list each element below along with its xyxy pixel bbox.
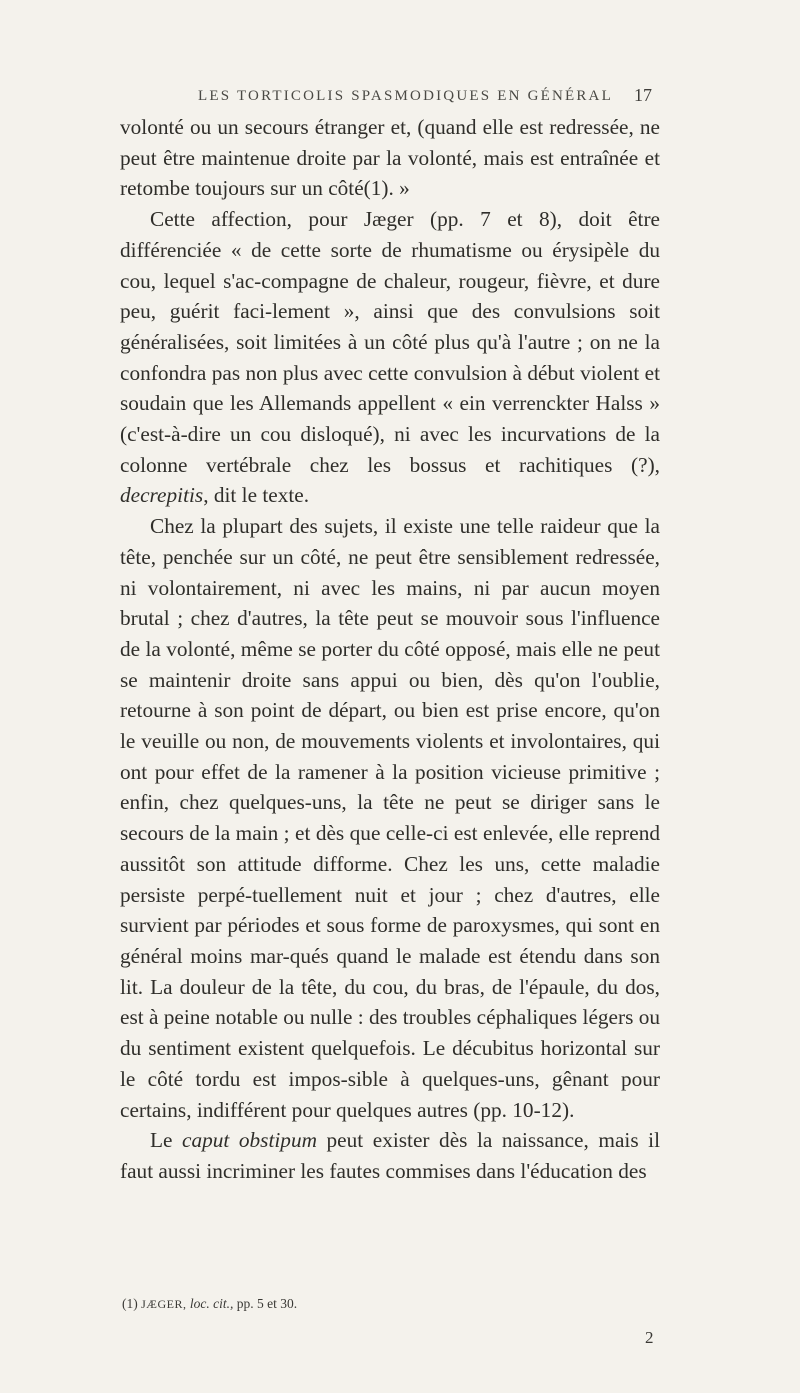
paragraph-text: Le (150, 1128, 173, 1153)
paragraph-symptoms (120, 511, 660, 1125)
paragraph-continuation (120, 112, 660, 204)
footnote-reference: loc. cit., (189, 1296, 234, 1311)
italic-term: caput obstipum (182, 1128, 317, 1153)
paragraph-text: , dit le texte. (203, 483, 310, 508)
body-text (120, 112, 660, 1187)
footnote-marker: (1) (122, 1296, 138, 1311)
paragraph-text: Chez la plupart des sujets, il existe une telle raideur que la tête, penchée sur un côté, ne peut être sensiblement redressée, ni volontairement, ni avec les mains, ni par aucun moyen brutal ; chez d'autres, la tête peut se mouvoir sous l'influence de la volonté, même se porter du côté opposé, mais elle ne peut se maintenir droite sans appui ou bien, dès qu'on l'oublie, retourne à son point de départ, ou bien est prise encore, qu'on le veuille ou non, de mouvements violents et involontaires, qui ont pour effet de la ramener à la position vicieuse primitive ; enfin, chez quelques-uns, la tête ne peut se diriger sans le secours de la main ; et dès que celle-ci est enlevée, elle reprend aussitôt son attitude difforme. Chez les uns, cette maladie persiste perpé-tuellement nuit et jour ; chez d'autres, elle survient par périodes et sous forme de paroxysmes, qui sont en général moins mar-qués quand le malade est étendu dans son lit. La douleur de la tête, du cou, du bras, de l'épaule, du dos, est à peine notable ou nulle : des troubles céphaliques légers ou du sentiment existent quelquefois. Le décubitus horizontal sur le côté tordu est impos-sible à quelques-uns, gênant pour certains, indifférent pour quelques autres (pp. 10-12). (120, 514, 660, 1122)
paragraph-text: peut exister dès la naissance, mais il faut aussi incriminer les fautes commises dans l'éducation des (120, 1128, 660, 1183)
paragraph-text: Cette affection, pour Jæger (pp. 7 et 8), doit être différenciée « de cette sorte de rhumatisme ou érysipèle du cou, lequel s'ac-compagne de chaleur, rougeur, fièvre, et dure peu, guérit faci-lement », ainsi que des convulsions soit généralisées, soit limitées à un côté plus qu'à l'autre ; on ne la confondra pas non plus avec cette convulsion à début violent et soudain que les Allemands appellent « ein verrenckter Halss » (c'est-à-dire un cou disloqué), ni avec les incurvations de la colonne vertébrale chez les bossus et rachitiques (?), (120, 207, 660, 477)
paragraph-jaeger-differentiation (120, 204, 660, 511)
signature-mark: 2 (645, 1328, 654, 1347)
footnote (122, 1296, 662, 1312)
running-title: LES TORTICOLIS SPASMODIQUES EN GÉNÉRAL (198, 88, 613, 104)
footnote-author: JÆGER, (141, 1297, 187, 1311)
paragraph-text: volonté ou un secours étranger et, (quand elle est redressée, ne peut être maintenue droite par la volonté, mais est entraînée et retombe toujours sur un côté(1). » (120, 115, 660, 201)
italic-term: decrepitis (120, 483, 204, 508)
footnote-pages: pp. 5 et 30. (236, 1296, 298, 1311)
paragraph-caput-obstipum (120, 1125, 660, 1186)
page-number: 17 (634, 85, 652, 105)
